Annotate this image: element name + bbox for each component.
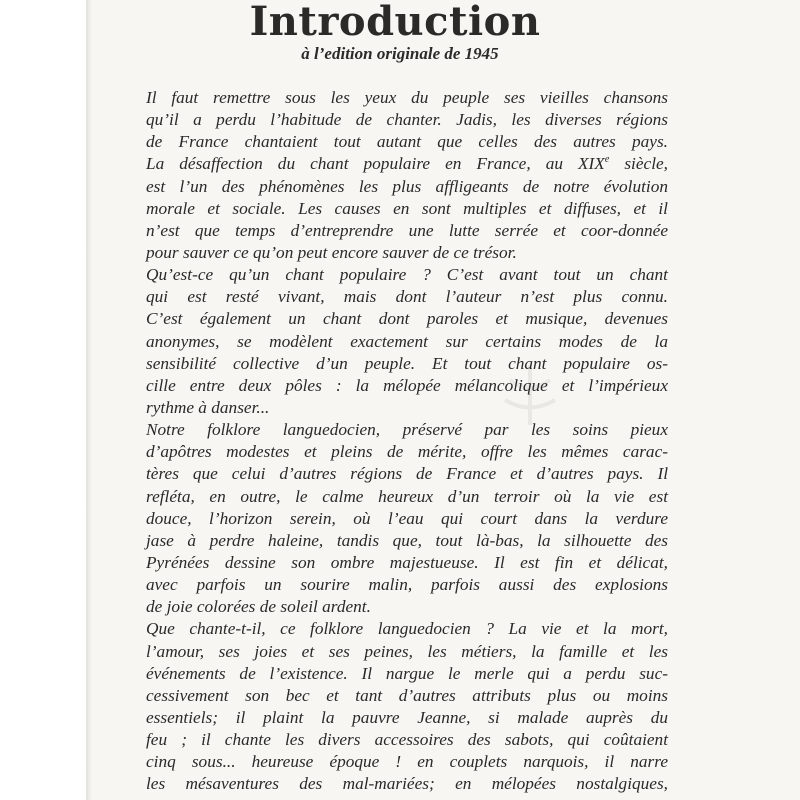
text-line: Que chante-t-il, ce folklore languedocien ? La vie et la mort, <box>146 619 668 639</box>
text-line: est l’un des phénomènes les plus affligeants de notre évolution <box>146 176 668 196</box>
text-line: feu ; il chante les divers accessoires des sabots, qui coûtaient <box>146 730 668 750</box>
text-line: anonymes, se modèlent exactement sur certains modes de la <box>146 331 668 351</box>
text-line: qu’il a perdu l’habitude de chanter. Jadis, les diverses régions <box>146 110 668 130</box>
text-line: refléta, en outre, le calme heureux d’un terroir où la vie est <box>146 486 668 506</box>
text-line: Pyrénées dessine son ombre majestueuse. Il est fin et délicat, <box>146 552 668 572</box>
text-line: essentiels; il plaint la pauvre Jeanne, si malade auprès du <box>146 707 668 727</box>
text-line: cessivement son bec et tant d’autres attributs plus ou moins <box>146 685 668 705</box>
text-line: pour sauver ce qu’on peut encore sauver de ce trésor. <box>146 242 517 262</box>
page-gutter-shadow <box>86 0 92 800</box>
text-line: n’est que temps d’entreprendre une lutte serrée et coor-donnée <box>146 220 668 240</box>
text-line: Notre folklore languedocien, préservé par les soins pieux <box>146 420 668 440</box>
page-subtitle: à l’edition originale de 1945 <box>301 44 499 63</box>
body-text <box>146 87 668 796</box>
text-line: cinq sous... heureuse époque ! en couplets narquois, il narre <box>146 752 668 772</box>
text-line: La désaffection du chant populaire en France, au XIXe siècle, <box>146 154 668 174</box>
text-line: cille entre deux pôles : la mélopée mélancolique et l’impérieux <box>146 375 668 395</box>
text-line: Qu’est-ce qu’un chant populaire ? C’est avant tout un chant <box>146 265 668 285</box>
text-line: événements de l’existence. Il nargue le merle qui a perdu suc- <box>146 663 668 683</box>
text-line: tères que celui d’autres régions de France et d’autres pays. Il <box>146 464 668 484</box>
text-line: d’apôtres modestes et pleins de mérite, offre les mêmes carac- <box>146 442 668 462</box>
text-line: rythme à danser... <box>146 397 270 417</box>
text-line: sensibilité collective d’un peuple. Et tout chant populaire os- <box>146 353 668 373</box>
text-line: de joie colorées de soleil ardent. <box>146 597 371 617</box>
page-title: Introduction <box>249 0 541 45</box>
text-line: morale et sociale. Les causes en sont multiples et diffuses, et il <box>146 198 668 218</box>
text-line: avec parfois un sourire malin, parfois aussi des explosions <box>146 575 668 595</box>
text-line: de France chantaient tout autant que celles des autres pays. <box>146 132 668 152</box>
text-line: Il faut remettre sous les yeux du peuple ses vieilles chansons <box>146 88 668 107</box>
text-line: C’est également un chant dont paroles et musique, devenues <box>146 309 668 329</box>
text-line: douce, l’horizon serein, où l’eau qui court dans la verdure <box>146 508 668 528</box>
text-line: qui est resté vivant, mais dont l’auteur n’est plus connu. <box>146 287 668 307</box>
text-line: jase à perdre haleine, tandis que, tout là-bas, la silhouette des <box>146 530 668 550</box>
text-line: les mésaventures des mal-mariées; en mélopées nostalgiques, <box>146 774 668 794</box>
text-line: l’amour, ses joies et ses peines, les métiers, la famille et les <box>146 641 668 661</box>
